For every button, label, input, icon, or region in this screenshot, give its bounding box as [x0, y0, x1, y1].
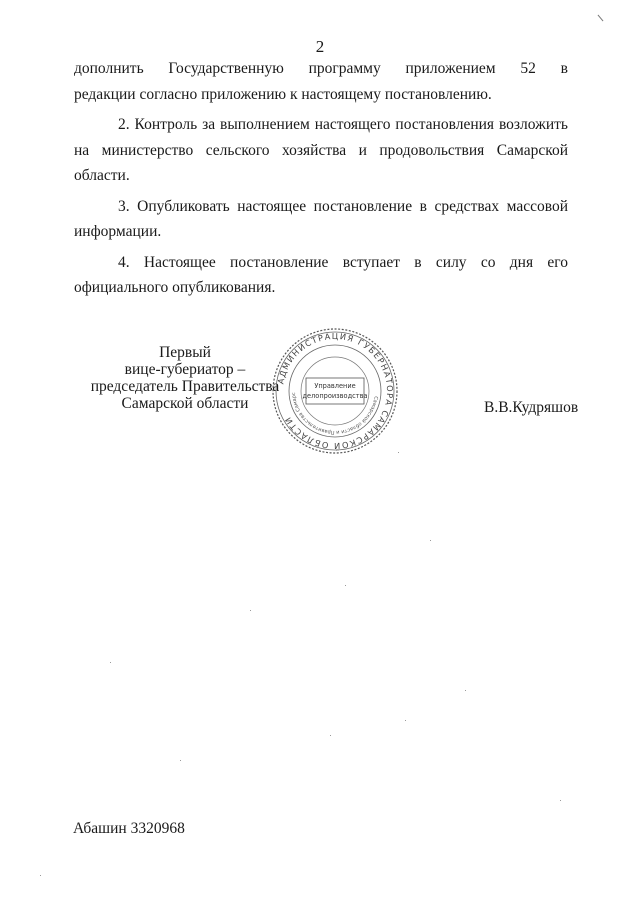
- scan-speck: [430, 540, 431, 541]
- paragraph-2-line-3: области.: [74, 167, 130, 184]
- scan-speck: [405, 720, 406, 721]
- document-body: [74, 56, 568, 301]
- stamp-outer-text: АДМИНИСТРАЦИЯ ГУБЕРНАТОРА САМАРСКОЙ ОБЛАСТИ: [275, 330, 396, 452]
- scan-speck: [345, 585, 346, 586]
- signatory-title: [90, 344, 280, 412]
- paragraph-4-line-2: официального опубликования.: [74, 279, 276, 296]
- scan-speck: [398, 452, 399, 453]
- paragraph-1-line-1: дополнить Государственную программу приложением 52 в: [74, 60, 568, 77]
- paragraph-4-line-1: 4. Настоящее постановление вступает в силу со дня его: [118, 253, 568, 271]
- paragraph-1-line-2: редакции согласно приложению к настоящему постановлению.: [74, 85, 492, 103]
- signatory-title-line: председатель Правительства: [90, 378, 280, 395]
- paragraph-2-line-1: 2. Контроль за выполнением настоящего постановления возложить: [118, 116, 568, 133]
- paragraph-3-line-1: 3. Опубликовать настоящее постановление в средствах массовой: [118, 197, 568, 215]
- scan-speck: [250, 610, 251, 611]
- signatory-title-line: Самарской области: [121, 395, 249, 412]
- scan-speck: [40, 875, 41, 876]
- signatory-title-line: Первый: [159, 344, 211, 361]
- stamp-center-line-1: Управление: [314, 382, 356, 390]
- scan-speck: [110, 662, 111, 663]
- scan-mark: [598, 15, 604, 22]
- paragraph-2-line-2: на министерство сельского хозяйства и продовольствия Самарской: [74, 141, 568, 159]
- stamp-inner-text: Самарской области и Правительства Самарс: [291, 392, 379, 436]
- scan-speck: [330, 735, 331, 736]
- stamp-center-line-2: делопроизводства: [302, 392, 368, 400]
- signatory-name: В.В.Кудряшов: [484, 399, 579, 416]
- executor-contact: Абашин 3320968: [73, 820, 185, 837]
- scan-speck: [560, 800, 561, 801]
- page-number: 2: [315, 37, 325, 56]
- signatory-title-line: вице-губериатор –: [124, 361, 246, 378]
- paragraph-3-line-2: информации.: [74, 223, 162, 240]
- official-seal-stamp: [270, 326, 400, 456]
- scan-speck: [180, 760, 181, 761]
- scan-speck: [465, 690, 466, 691]
